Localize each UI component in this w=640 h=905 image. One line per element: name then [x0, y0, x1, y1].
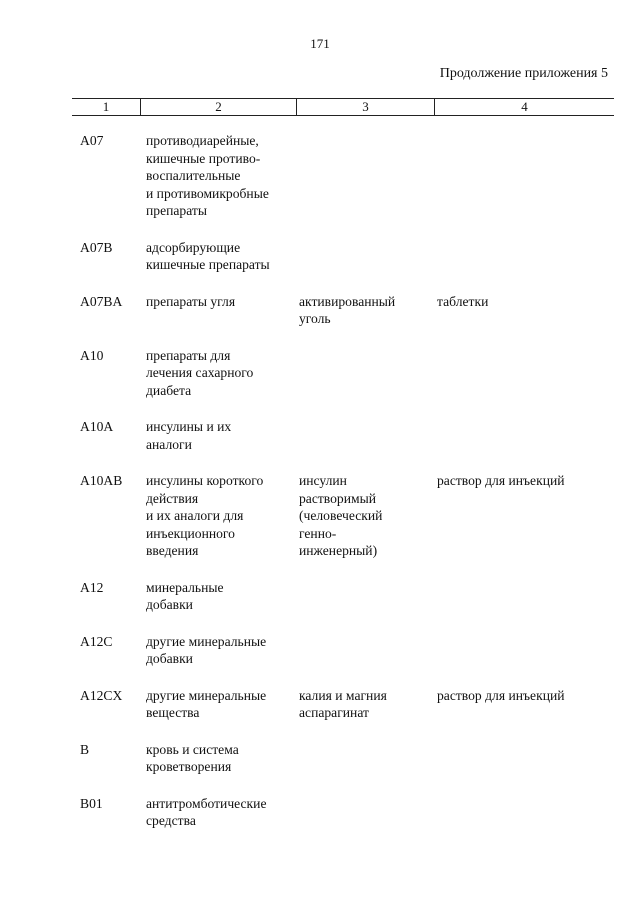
- group-name: минеральные добавки: [146, 579, 224, 612]
- atc-code: A10: [80, 347, 104, 363]
- table-row: [80, 293, 620, 328]
- atc-code: A10AB: [80, 473, 123, 488]
- header-col-2: 2: [140, 99, 296, 115]
- atc-code: A12CX: [80, 687, 123, 703]
- atc-code: A07: [80, 133, 104, 148]
- dosage-form: раствор для инъекций: [437, 687, 565, 703]
- table-row: [80, 347, 620, 400]
- header-col-1: 1: [102, 99, 110, 114]
- atc-code: A12: [80, 579, 104, 595]
- atc-code: A07BA: [80, 293, 123, 309]
- drug-name: [299, 579, 437, 614]
- drug-name: [299, 239, 437, 274]
- table-row: [80, 132, 620, 220]
- group-name: инсулины короткого действия и их аналоги для инъекционного введения: [146, 473, 264, 558]
- header-col-3: 3: [296, 99, 434, 115]
- drug-name: [299, 795, 437, 830]
- atc-code: B01: [80, 795, 103, 811]
- drug-name: [299, 633, 437, 668]
- table-row: [80, 687, 620, 722]
- drug-name: [299, 418, 437, 453]
- drug-name: [299, 741, 437, 776]
- table-body: [80, 132, 620, 849]
- header-col-4: 4: [434, 99, 614, 115]
- table-row: [80, 633, 620, 668]
- dosage-form: [437, 795, 620, 830]
- group-name: препараты угля: [146, 293, 236, 309]
- group-name: противодиарейные, кишечные противо- воспалительные и противомикробные препараты: [146, 133, 269, 218]
- dosage-form: [437, 239, 620, 274]
- table-row: [80, 579, 620, 614]
- dosage-form: [437, 633, 620, 668]
- dosage-form: раствор для инъекций: [437, 473, 565, 488]
- atc-code: A12C: [80, 633, 113, 649]
- table-header: [72, 98, 614, 116]
- drug-name: [299, 132, 437, 220]
- table-row: [80, 239, 620, 274]
- drug-name: активированный уголь: [299, 293, 396, 326]
- group-name: другие минеральные вещества: [146, 687, 267, 720]
- atc-code: A07B: [80, 239, 113, 255]
- group-name: антитромботические средства: [146, 795, 267, 828]
- group-name: инсулины и их аналоги: [146, 419, 232, 452]
- dosage-form: [437, 347, 620, 400]
- drug-name: калия и магния аспарагинат: [299, 687, 387, 720]
- continuation-label: Продолжение приложения 5: [439, 66, 608, 81]
- dosage-form: [437, 579, 620, 614]
- table-row: [80, 795, 620, 830]
- group-name: препараты для лечения сахарного диабета: [146, 347, 254, 398]
- table-row: [80, 418, 620, 453]
- table-row: [80, 472, 620, 560]
- page-number: 171: [310, 36, 330, 51]
- dosage-form: [437, 418, 620, 453]
- dosage-form: таблетки: [437, 293, 489, 309]
- group-name: другие минеральные добавки: [146, 633, 267, 666]
- table-row: [80, 741, 620, 776]
- atc-code: A10A: [80, 419, 114, 434]
- group-name: адсорбирующие кишечные препараты: [146, 239, 270, 272]
- dosage-form: [437, 741, 620, 776]
- group-name: кровь и система кроветворения: [146, 741, 239, 774]
- drug-name: инсулин растворимый (человеческий генно- инженерный): [299, 473, 383, 558]
- dosage-form: [437, 132, 620, 220]
- atc-code: B: [80, 741, 90, 757]
- drug-name: [299, 347, 437, 400]
